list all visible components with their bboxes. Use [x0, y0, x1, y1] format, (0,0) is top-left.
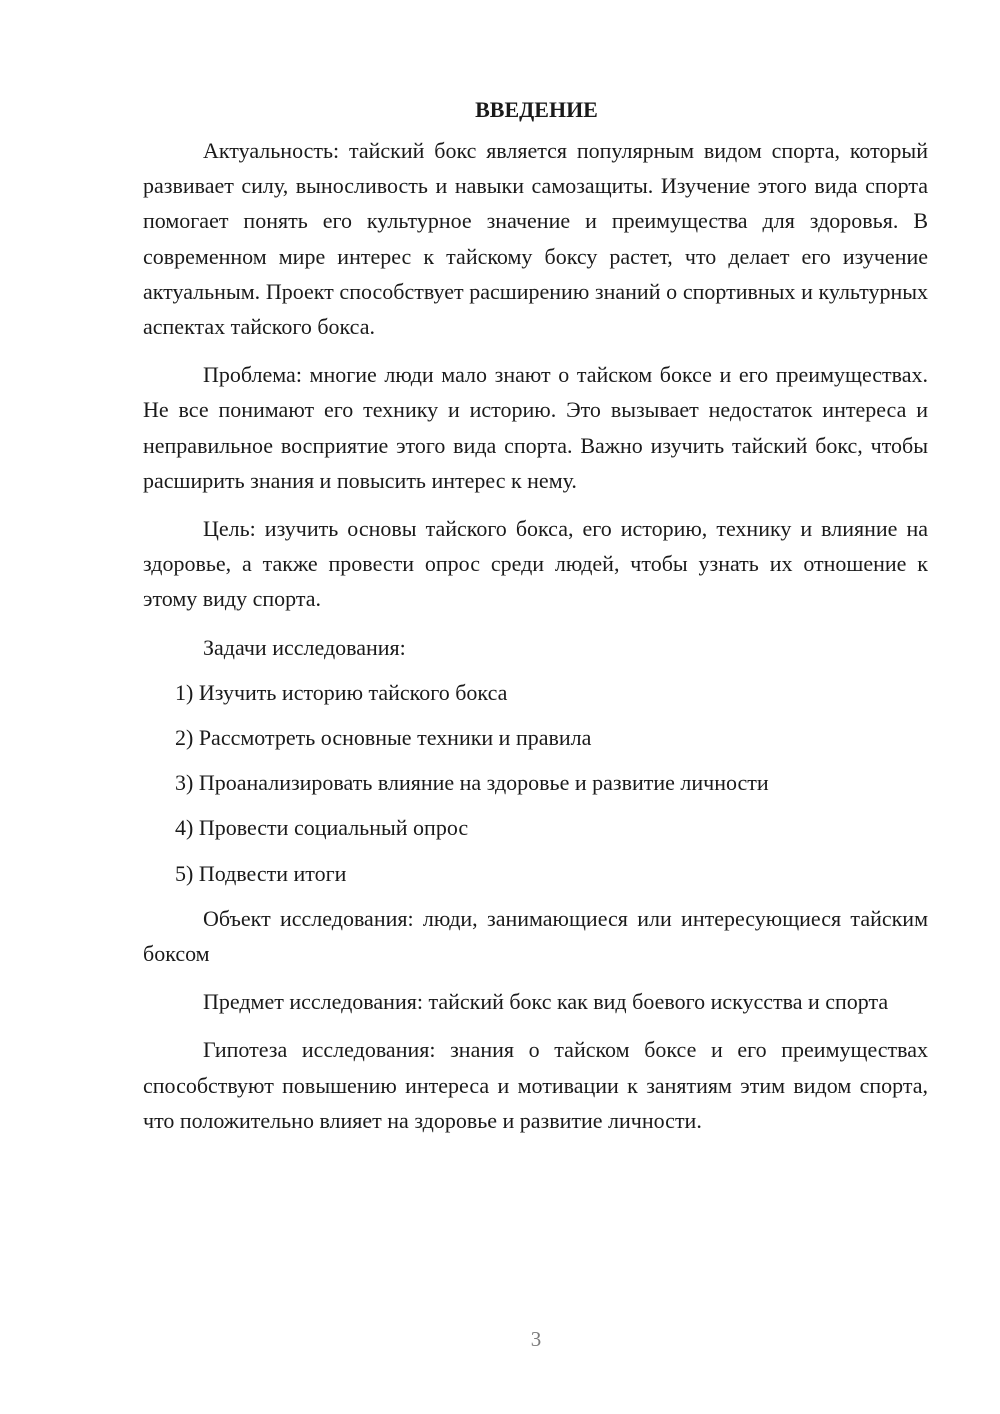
paragraph-goal: Цель: изучить основы тайского бокса, его историю, технику и влияние на здоровье, а также провести опрос среди людей, чтобы узнать их отношение к этому виду спорта. [143, 516, 928, 612]
page-number: 3 [530, 1327, 542, 1351]
list-item: 3) Проанализировать влияние на здоровье и развитие личности [175, 770, 769, 796]
list-item: 4) Провести социальный опрос [175, 815, 469, 841]
paragraph-hypothesis: Гипотеза исследования: знания о тайском боксе и его преимуществах способствуют повышению интереса и мотивации к занятиям этим видом спорта, что положительно влияет на здоровье и развитие личности. [143, 1037, 928, 1133]
paragraph-relevance: Актуальность: тайский бокс является популярным видом спорта, который развивает силу, выносливость и навыки самозащиты. Изучение этого вида спорта помогает понять его культурное значение и преимущества для здоровья. В современном мире интерес к тайскому боксу растет, что делает его изучение актуальным. Проект способствует расширению знаний о спортивных и культурных аспектах тайского бокса. [143, 138, 928, 340]
paragraph-subject: Предмет исследования: тайский бокс как вид боевого искусства и спорта [203, 989, 889, 1015]
task-list [143, 675, 928, 891]
list-item: 1) Изучить историю тайского бокса [175, 679, 508, 705]
list-item: 2) Рассмотреть основные техники и правила [175, 725, 592, 751]
paragraph-problem: Проблема: многие люди мало знают о тайском боксе и его преимуществах. Не все понимают его технику и историю. Это вызывает недостаток интереса и неправильное восприятие этого вида спорта. Важно изучить тайский бокс, чтобы расширить знания и повысить интерес к нему. [143, 362, 928, 493]
page-content [143, 92, 928, 1151]
tasks-title: Задачи исследования: [203, 634, 406, 660]
section-heading: ВВЕДЕНИЕ [475, 97, 598, 122]
list-item: 5) Подвести итоги [175, 860, 347, 886]
paragraph-object: Объект исследования: люди, занимающиеся или интересующиеся тайским боксом [143, 905, 928, 967]
